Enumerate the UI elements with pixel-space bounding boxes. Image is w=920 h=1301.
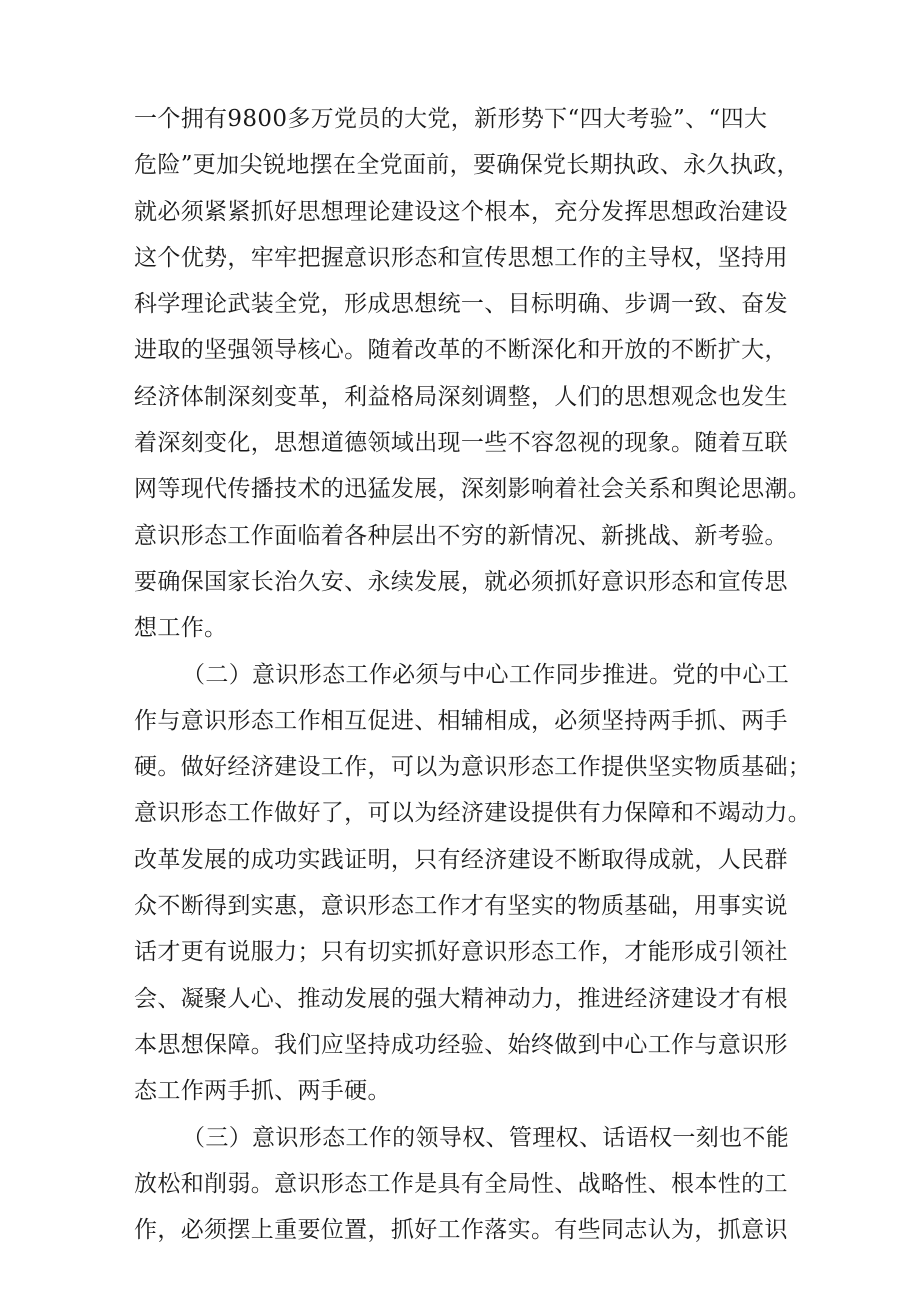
- paragraph-1: [134, 96, 812, 652]
- paragraph-3: [134, 1115, 794, 1254]
- text-line: 众不断得到实惠，意识形态工作才有坚实的物质基础，用事实说: [134, 893, 788, 920]
- text-line: 作与意识形态工作相互促进、相辅相成，必须坚持两手抓、两手: [134, 707, 788, 734]
- text-line: 经济体制深刻变革，利益格局深刻调整，人们的思想观念也发生: [134, 383, 788, 410]
- text-line: 科学理论武装全党，形成思想统一、目标明确、步调一致、奋发: [134, 291, 788, 318]
- paragraph-2: [134, 652, 812, 1115]
- text-line: 意识形态工作面临着各种层出不穷的新情况、新挑战、新考验。: [134, 522, 788, 549]
- text-line: 改革发展的成功实践证明，只有经济建设不断取得成就，人民群: [134, 846, 788, 873]
- text-line: 网等现代传播技术的迅猛发展，深刻影响着社会关系和舆论思潮。: [134, 476, 812, 503]
- text-line: 本思想保障。我们应坚持成功经验、始终做到中心工作与意识形: [134, 1031, 788, 1058]
- text-line: （二）意识形态工作必须与中心工作同步推进。党的中心工: [182, 661, 790, 688]
- text-line: 危险”更加尖锐地摆在全党面前，要确保党长期执政、永久执政，: [134, 152, 800, 179]
- document-body: [134, 96, 812, 1253]
- text-line: 放松和削弱。意识形态工作是具有全局性、战略性、根本性的工: [134, 1170, 788, 1197]
- text-line: （三）意识形态工作的领导权、管理权、话语权一刻也不能: [182, 1124, 790, 1151]
- text-line: 话才更有说服力；只有切实抓好意识形态工作，才能形成引领社: [134, 939, 788, 966]
- text-line: 要确保国家长治久安、永续发展，就必须抓好意识形态和宣传思: [134, 568, 788, 595]
- text-line: 着深刻变化，思想道德领域出现一些不容忽视的现象。随着互联: [134, 430, 788, 457]
- text-line: 就必须紧紧抓好思想理论建设这个根本，充分发挥思想政治建设: [134, 198, 788, 225]
- text-line: 会、凝聚人心、推动发展的强大精神动力，推进经济建设才有根: [134, 985, 788, 1012]
- text-line: 态工作两手抓、两手硬。: [134, 1078, 391, 1105]
- text-line: 想工作。: [134, 615, 228, 642]
- text-line: 进取的坚强领导核心。随着改革的不断深化和开放的不断扩大，: [134, 337, 788, 364]
- text-line: 意识形态工作做好了，可以为经济建设提供有力保障和不竭动力。: [134, 800, 812, 827]
- text-line: 一个拥有9800多万党员的大党，新形势下“四大考验”、“四大: [134, 106, 768, 132]
- text-line: 这个优势，牢牢把握意识形态和宣传思想工作的主导权，坚持用: [134, 244, 788, 271]
- text-line: 硬。做好经济建设工作，可以为意识形态工作提供坚实物质基础；: [134, 754, 812, 781]
- text-line: 作，必须摆上重要位置，抓好工作落实。有些同志认为，抓意识: [134, 1217, 788, 1244]
